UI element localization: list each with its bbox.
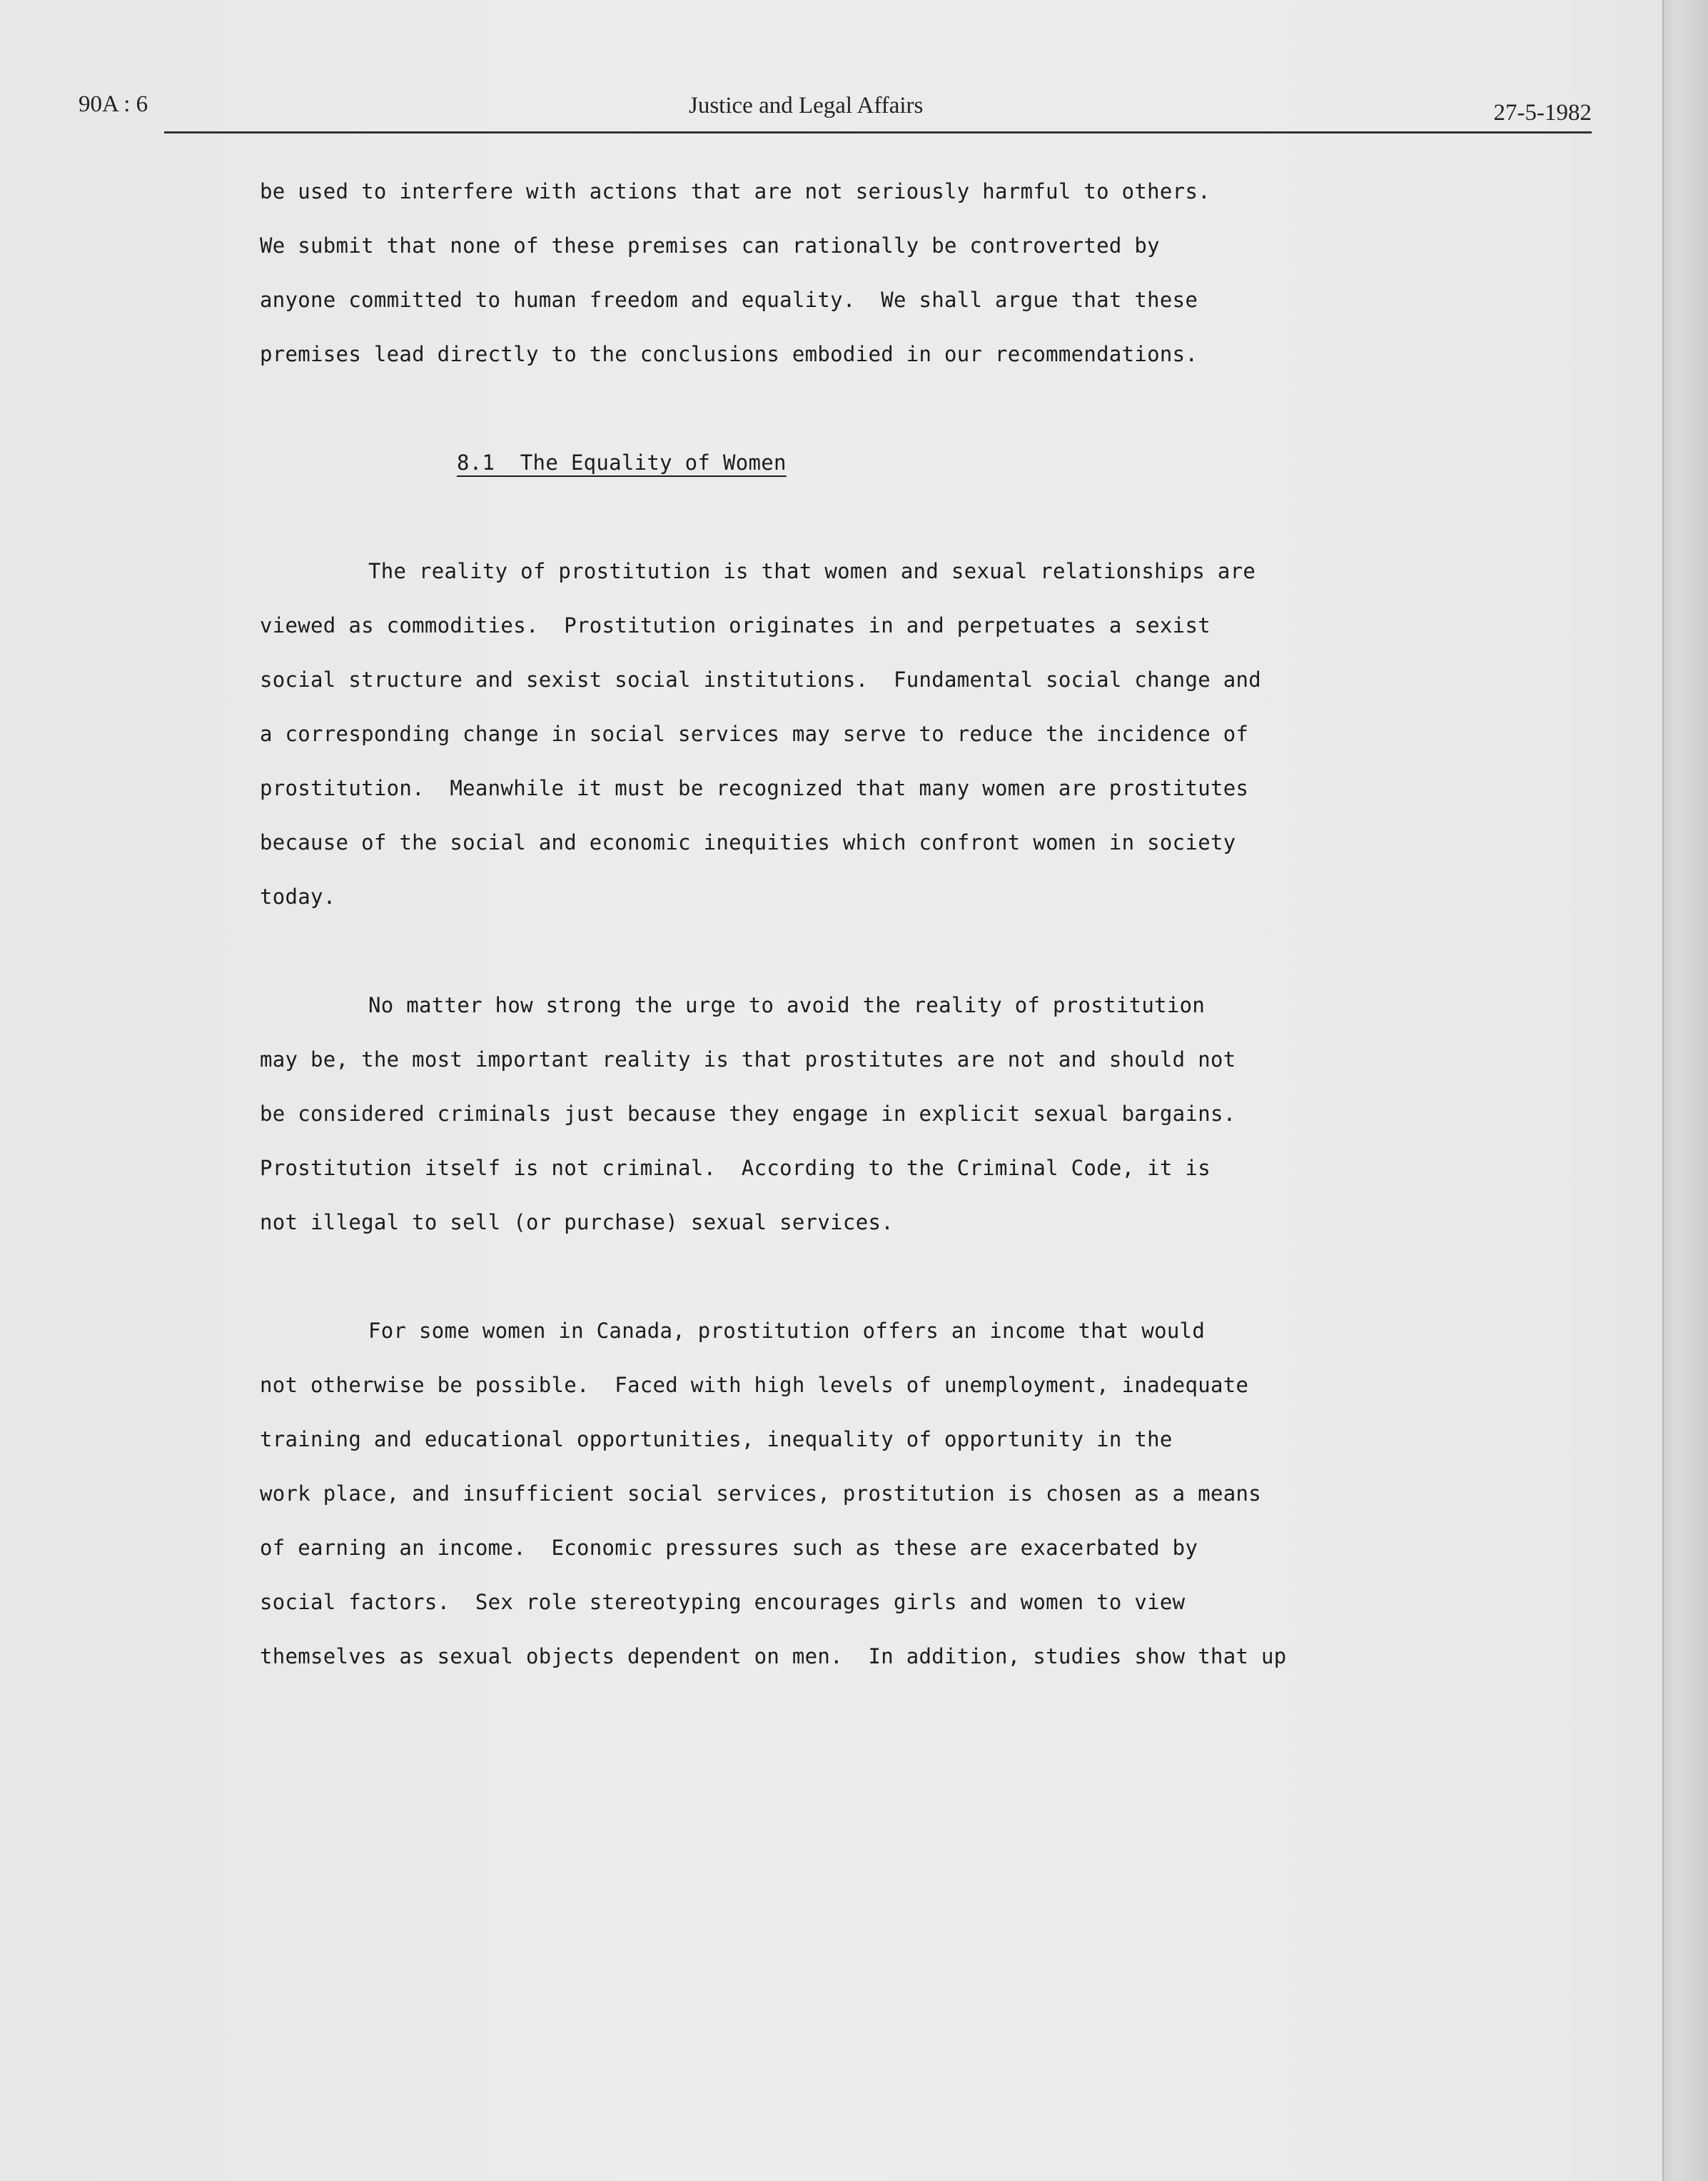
section-heading-text: 8.1 The Equality of Women bbox=[457, 450, 787, 475]
text-line: anyone committed to human freedom and equality. We shall argue that these bbox=[260, 288, 1198, 312]
text-line: be used to interfere with actions that are not seriously harmful to others. bbox=[260, 179, 1211, 203]
page-edge-shadow bbox=[1662, 0, 1708, 2181]
text-line: training and educational opportunities, inequality of opportunity in the bbox=[260, 1427, 1173, 1451]
text-line: of earning an income. Economic pressures such as these are exacerbated by bbox=[260, 1536, 1198, 1560]
text-line: prostitution. Meanwhile it must be recognized that many women are prostitutes bbox=[260, 776, 1249, 800]
paragraph bbox=[260, 544, 1416, 924]
text-line: be considered criminals just because they engage in explicit sexual bargains. bbox=[260, 1102, 1236, 1126]
text-line: social factors. Sex role stereotyping encourages girls and women to view bbox=[260, 1590, 1186, 1614]
text-line: viewed as commodities. Prostitution originates in and perpetuates a sexist bbox=[260, 613, 1211, 638]
text-line: not illegal to sell (or purchase) sexual services. bbox=[260, 1210, 894, 1234]
text-line: Prostitution itself is not criminal. According to the Criminal Code, it is bbox=[260, 1156, 1211, 1180]
text-line: The reality of prostitution is that women and sexual relationships are bbox=[368, 559, 1256, 583]
text-line: work place, and insufficient social services, prostitution is chosen as a means bbox=[260, 1481, 1261, 1506]
running-head-title: Justice and Legal Affairs bbox=[689, 93, 924, 119]
text-line: No matter how strong the urge to avoid the reality of prostitution bbox=[368, 993, 1206, 1017]
text-line: social structure and sexist social institutions. Fundamental social change and bbox=[260, 668, 1261, 692]
header-rule bbox=[164, 131, 1592, 134]
body-text bbox=[260, 164, 1416, 1683]
page-number: 90A : 6 bbox=[79, 91, 148, 117]
text-line: We submit that none of these premises can rationally be controverted by bbox=[260, 233, 1160, 258]
text-line: a corresponding change in social services may serve to reduce the incidence of bbox=[260, 722, 1249, 746]
text-line: For some women in Canada, prostitution offers an income that would bbox=[368, 1319, 1206, 1343]
text-line: premises lead directly to the conclusions embodied in our recommendations. bbox=[260, 342, 1198, 366]
text-line: today. bbox=[260, 885, 336, 909]
text-line: may be, the most important reality is that prostitutes are not and should not bbox=[260, 1047, 1236, 1072]
text-line: themselves as sexual objects dependent on men. In addition, studies show that up bbox=[260, 1644, 1287, 1668]
text-line: not otherwise be possible. Faced with high levels of unemployment, inadequate bbox=[260, 1373, 1249, 1397]
paragraph bbox=[260, 1304, 1416, 1683]
running-head bbox=[79, 84, 1592, 134]
text-line: because of the social and economic inequities which confront women in society bbox=[260, 830, 1236, 855]
paragraph bbox=[260, 978, 1416, 1249]
running-head-date: 27-5-1982 bbox=[1493, 100, 1592, 126]
paragraph bbox=[260, 164, 1416, 381]
section-heading bbox=[260, 435, 1416, 490]
